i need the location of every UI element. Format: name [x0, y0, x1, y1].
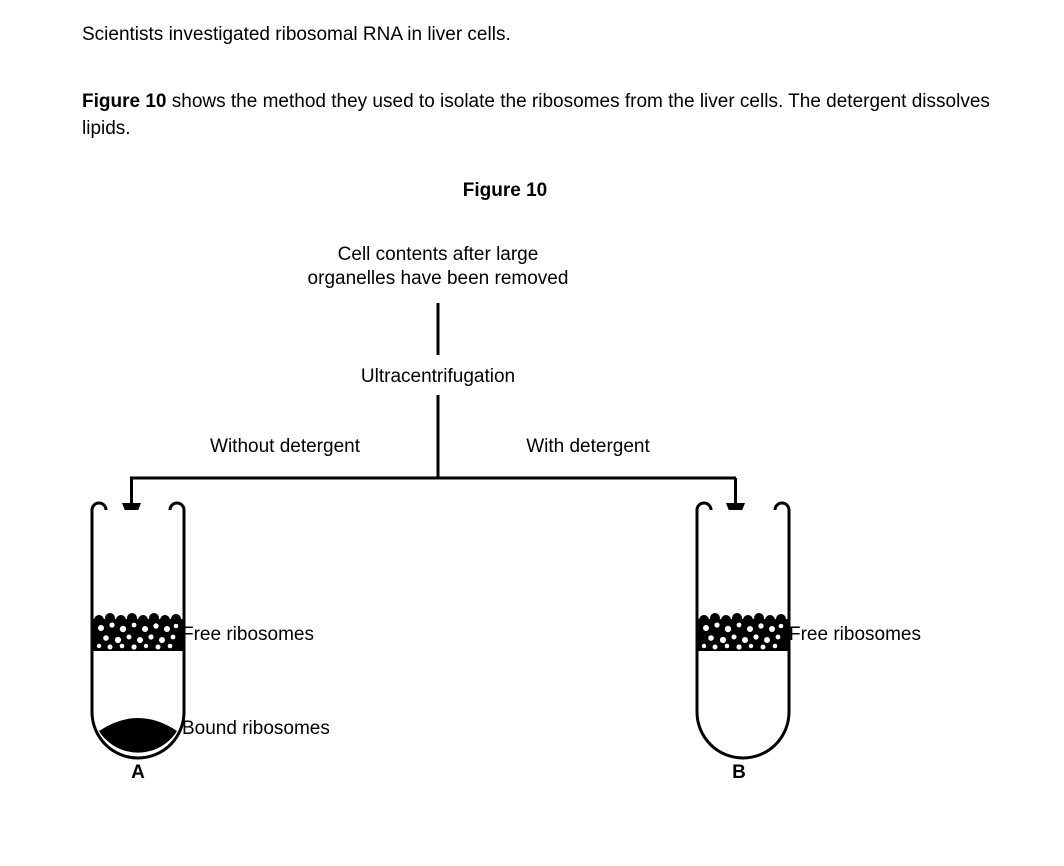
- tube-a-band-label: Free ribosomes: [182, 624, 314, 645]
- branch-right-label: With detergent: [526, 436, 650, 457]
- figure-reference-bold: Figure 10: [82, 91, 167, 112]
- tube-a-rim-right: [170, 503, 184, 510]
- test-tube-a: [92, 503, 184, 758]
- tube-b-rim-right: [775, 503, 789, 510]
- tube-b-band-label: Free ribosomes: [789, 624, 921, 645]
- tube-b-letter: B: [732, 762, 746, 783]
- figure-reference-rest: shows the method they used to isolate the ribosomes from the liver cells. The detergent dissolves lipids.: [82, 91, 990, 139]
- tube-a-rim-left: [92, 503, 106, 510]
- intro-paragraph: Scientists investigated ribosomal RNA in liver cells.: [82, 24, 511, 45]
- source-label: [308, 243, 569, 291]
- source-label-line1: Cell contents after large: [337, 244, 539, 265]
- tube-a-pellet-label: Bound ribosomes: [182, 718, 330, 739]
- source-label-line2: organelles have been removed: [307, 268, 569, 289]
- tube-a-letter: A: [131, 762, 145, 783]
- test-tube-b: [697, 503, 789, 758]
- tube-b-rim-left: [697, 503, 711, 510]
- branch-left-label: Without detergent: [210, 436, 360, 457]
- process-label: Ultracentrifugation: [353, 365, 523, 389]
- figure-title: Figure 10: [462, 180, 548, 201]
